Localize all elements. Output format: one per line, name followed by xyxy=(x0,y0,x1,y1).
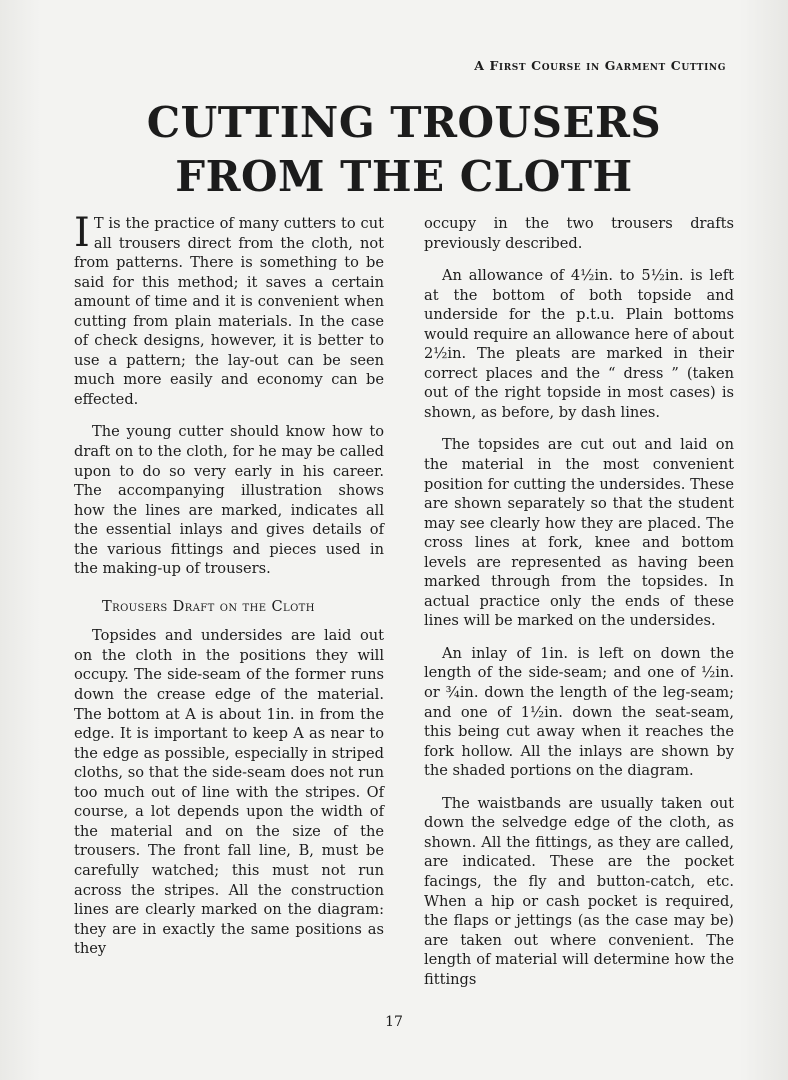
paragraph-inlays: An inlay of 1in. is left on down the length of the side-seam; and one of ½in. or ¾in. down the length of the leg-seam; and one of 1½in. down the seat-seam, this being cut away when it reaches the fork hollow. All the inlays are shown by the shaded portions on the diagram. xyxy=(424,644,734,780)
paragraph-topsides-cut: The topsides are cut out and laid on the material in the most convenient position for cutting the undersides. These are shown separately so that the student may see clearly how they are placed. The cross lines at fork, knee and bottom levels are represented as having been marked through from the topsides. In actual practice only the ends of these lines will be marked on the undersides. xyxy=(424,436,734,630)
paragraph-topsides-laid-out: Topsides and undersides are laid out on the cloth in the positions they will occupy. The side-seam of the former runs down the crease edge of the material. The bottom at A is about 1in. in from the edge. It is important to keep A as near to the edge as possible, especially in striped cloths, so that the side-seam does not run too much out of line with the stripes. Of course, a lot depends upon the width of the material and on the size of the trousers. The front fall line, B, must be carefully watched; this must not run across the stripes. All the construction lines are clearly marked on the diagram: they are in exactly the same positions as they xyxy=(74,627,384,958)
paragraph-young-cutter: The young cutter should know how to draft on to the cloth, for he may be called upon to do so very early in his career. The accompanying illustration shows how the lines are marked, indicates all the essential inlays and gives details of the various fittings and pieces used in the making-up of trousers. xyxy=(74,423,384,578)
left-column xyxy=(74,210,384,972)
running-head: A First Course in Garment Cutting xyxy=(474,58,726,73)
title-line-2: FROM THE CLOTH xyxy=(175,152,633,201)
drop-cap: I xyxy=(74,210,90,256)
paragraph-allowance: An allowance of 4½in. to 5½in. is left at the bottom of both topside and underside for the p.t.u. Plain bottoms would require an allowance here of about 2½in. The pleats are marked in their correct places and the “ dress ” (taken out of the right topside in most cases) is shown, as before, by dash lines. xyxy=(424,267,734,421)
paragraph-intro-text: T is the practice of many cutters to cut all trousers direct from the cloth, not from patterns. There is something to be said for this method; it saves a certain amount of time and it is convenient when cutting from plain materials. In the case of check designs, however, it is better to use a pattern; the lay-out can be seen much more easily and economy can be effected. xyxy=(74,215,384,408)
paragraph-intro xyxy=(74,210,384,409)
page-title xyxy=(70,96,738,204)
paragraph-waistbands: The waistbands are usually taken out down the selvedge edge of the cloth, as shown. All the fittings, as they are called, are indicated. These are the pocket facings, the fly and button-catch, etc. When a hip or cash pocket is required, the flaps or jettings (as the case may be) are taken out where convenient. The length of material will determine how the fittings xyxy=(424,794,734,988)
section-heading: Trousers Draft on the Cloth xyxy=(102,597,315,615)
title-line-1: CUTTING TROUSERS xyxy=(146,98,662,147)
right-column xyxy=(424,214,734,1002)
paragraph-continued: occupy in the two trousers drafts previously described. xyxy=(424,215,734,252)
page-number: 17 xyxy=(385,1014,403,1030)
